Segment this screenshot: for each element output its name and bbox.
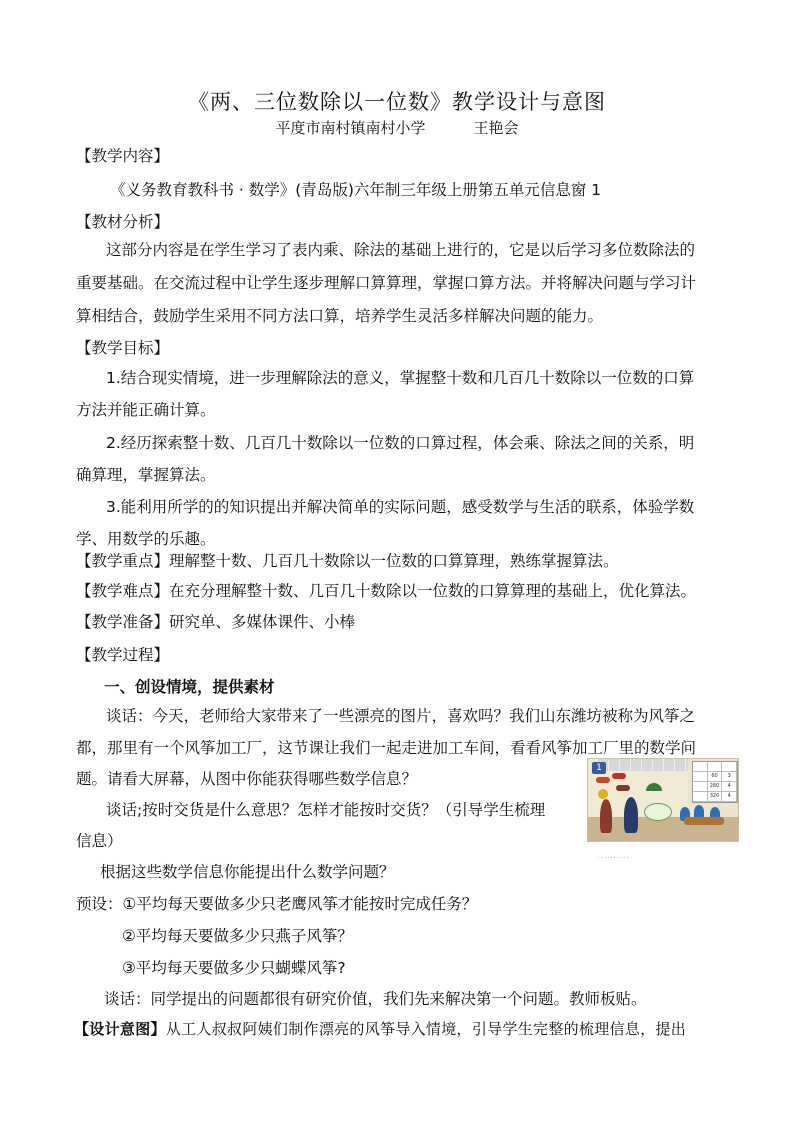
heading-difficulty: 【教学难点】	[76, 582, 170, 600]
kite-icon	[612, 773, 626, 779]
work-table	[684, 817, 724, 825]
key-point-text: 理解整十数、几百几十数除以一位数的口算算理，熟练掌握算法。	[169, 552, 619, 570]
heading-goals: 【教学目标】	[76, 339, 170, 357]
preparation-row	[76, 612, 355, 632]
process-line: 信息）	[76, 832, 123, 850]
window-number-badge: 1	[592, 762, 606, 774]
school-name: 平度市南村镇南村小学	[275, 119, 426, 137]
goal-line: 2.经历探索整十数、几百几十数除以一位数的口算过程，体会乘、除法之间的关系，明	[106, 434, 695, 452]
process-line: 谈话：同学提出的问题都很有研究价值，我们先来解决第一个问题。教师板贴。	[104, 990, 647, 1008]
illustration-caption: · · · · · · · · · ·	[598, 855, 629, 861]
butterfly-kite-icon	[598, 789, 608, 799]
heading-design-intent: 【设计意图】	[74, 1020, 166, 1038]
goal-line: 学、用数学的乐趣。	[76, 530, 216, 548]
kite-icon	[596, 777, 610, 783]
data-table: 60 3 280 4 320 4	[692, 761, 738, 803]
design-intent-text: 从工人叔叔阿姨们制作漂亮的风筝导入情境，引导学生完整的梳理信息，提出	[165, 1020, 687, 1038]
analysis-line: 这部分内容是在学生学习了表内乘、除法的基础上进行的，它是以后学习多位数除法的	[106, 241, 696, 259]
speech-bubble	[644, 803, 672, 821]
process-line: 预设：①平均每天要做多少只老鹰风筝才能按时完成任务？	[76, 895, 478, 913]
step1-title: 一、创设情境，提供素材	[104, 678, 275, 696]
process-line: 谈话：今天，老师给大家带来了一些漂亮的图片，喜欢吗？我们山东潍坊被称为风筝之	[106, 707, 696, 725]
process-line: ②平均每天要做多少只燕子风筝？	[122, 927, 353, 945]
goal-line: 方法并能正确计算。	[76, 401, 216, 419]
process-line: 题。请看大屏幕，从图中你能获得哪些数学信息？	[76, 770, 418, 788]
page-title: 《两、三位数除以一位数》教学设计与意图	[188, 90, 606, 114]
process-line: 都，那里有一个风筝加工厂，这节课让我们一起走进加工车间，看看风筝加工厂里的数学问	[76, 739, 697, 757]
manager-figure	[600, 799, 612, 833]
heading-analysis: 【教材分析】	[76, 213, 170, 231]
heading-process: 【教学过程】	[76, 646, 170, 664]
design-intent-row	[74, 1019, 686, 1039]
worker-figure	[624, 797, 638, 833]
goal-line: 1.结合现实情境，进一步理解除法的意义，掌握整十数和几百几十数除以一位数的口算	[106, 369, 695, 387]
goal-line: 确算理，掌握算法。	[76, 466, 216, 484]
preparation-text: 研究单、多媒体课件、小棒	[169, 613, 356, 631]
heading-content: 【教学内容】	[76, 147, 170, 165]
difficulty-row	[76, 581, 696, 601]
kite-icon	[616, 785, 630, 791]
author-name: 王艳会	[473, 119, 519, 137]
content-text: 《义务教育教科书 · 数学》(青岛版)六年制三年级上册第五单元信息窗 1	[110, 181, 602, 199]
author-line	[0, 117, 794, 138]
process-line: 根据这些数学信息你能提出什么数学问题？	[100, 863, 395, 881]
goal-line: 3.能利用所学的的知识提出并解决简单的实际问题，感受数学与生活的联系，体验学数	[106, 498, 695, 516]
kite-factory-illustration	[587, 758, 739, 842]
analysis-line: 重要基础。在交流过程中让学生逐步理解口算算理，掌握口算方法。并将解决问题与学习计	[76, 274, 697, 292]
illustration-ceiling	[598, 759, 688, 771]
process-line: ③平均每天要做多少只蝴蝶风筝?	[122, 959, 346, 977]
difficulty-text: 在充分理解整十数、几百几十数除以一位数的口算算理的基础上，优化算法。	[169, 582, 697, 600]
heading-preparation: 【教学准备】	[76, 613, 170, 631]
heading-key-point: 【教学重点】	[76, 552, 170, 570]
process-line: 谈话;按时交货是什么意思？怎样才能按时交货？（引导学生梳理	[106, 801, 546, 819]
analysis-line: 算相结合，鼓励学生采用不同方法口算，培养学生灵活多样解决问题的能力。	[76, 307, 604, 325]
key-point-row	[76, 551, 619, 571]
